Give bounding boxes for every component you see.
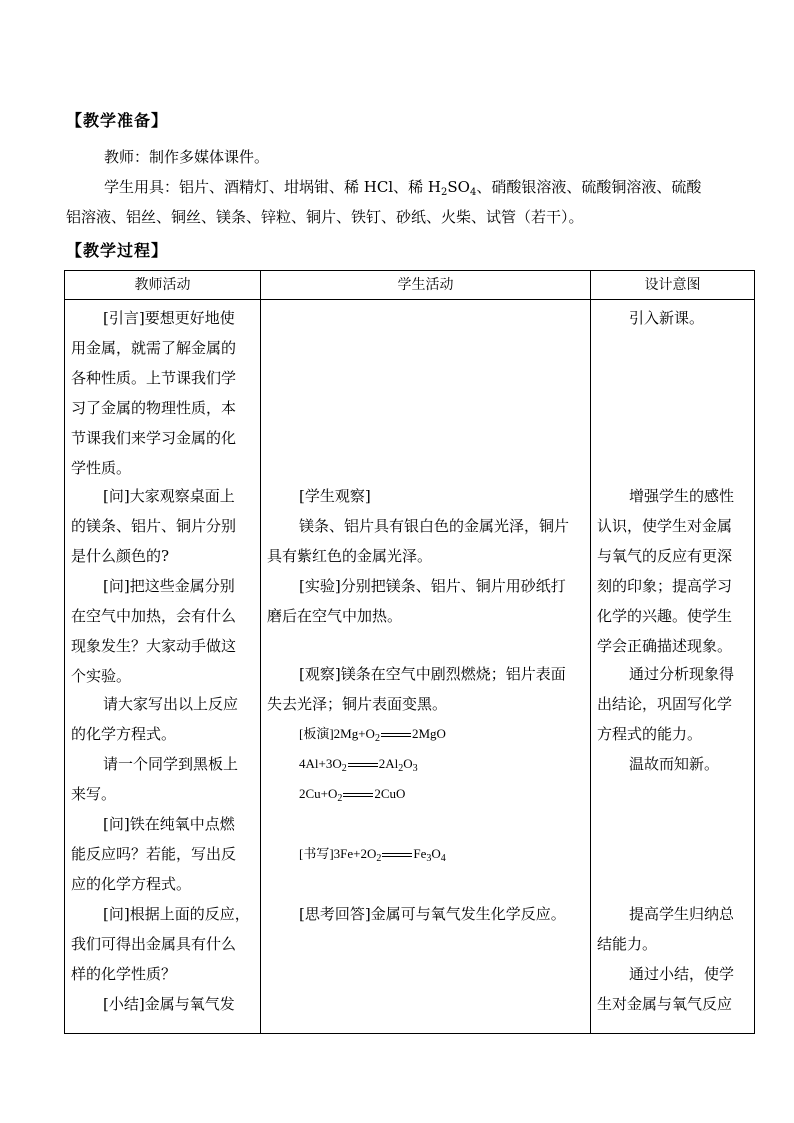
teacher-activity-cell — [65, 300, 261, 1034]
teacher-line: [问]大家观察桌面上 — [103, 487, 235, 505]
teacher-line: 样的化学性质？ — [71, 965, 177, 983]
student-line: [实验]分别把镁条、铝片、铜片用砂纸打 — [299, 577, 566, 595]
design-intent-cell — [591, 300, 755, 1034]
student-line: 具有紫红色的金属光泽。 — [267, 547, 433, 565]
student-line: 失去光泽；铜片表面变黑。 — [267, 695, 448, 713]
design-line: 生对金属与氧气反应 — [597, 995, 733, 1013]
teacher-line: [小结]金属与氧气发 — [103, 995, 235, 1013]
teacher-line: 用金属，就需了解金属的 — [71, 339, 237, 357]
teacher-line: [引言]要想更好地使 — [103, 309, 235, 327]
student-prep-line-1: 学生用具：铝片、酒精灯、坩埚钳、稀 HCl、稀 $H_2SO_4$、硝酸银溶液、硫酸铜溶液、硫酸 — [104, 178, 702, 198]
design-line: 与氧气的反应有更深 — [597, 547, 733, 565]
design-line: 引入新课。 — [629, 309, 705, 327]
column-header-design: 设计意图 — [591, 271, 755, 300]
design-line: 通过小结，使学 — [629, 965, 735, 983]
teacher-prep-line: 教师：制作多媒体课件。 — [104, 148, 270, 166]
design-line: 学会正确描述现象。 — [597, 637, 733, 655]
teacher-line: [问]铁在纯氧中点燃 — [103, 815, 235, 833]
teacher-line: 节课我们来学习金属的化 — [71, 429, 237, 447]
student-line: [学生观察] — [299, 487, 371, 505]
design-line: 认识，使学生对金属 — [597, 517, 733, 535]
column-header-student: 学生活动 — [261, 271, 591, 300]
teacher-line: 各种性质。上节课我们学 — [71, 369, 237, 387]
design-line: 刻的印象；提高学习 — [597, 577, 733, 595]
design-line: 方程式的能力。 — [597, 725, 703, 743]
teacher-line: 能反应吗？若能，写出反 — [71, 845, 237, 863]
prep-heading: 【教学准备】 — [66, 111, 169, 130]
teacher-line: 个实验。 — [71, 667, 132, 685]
teacher-line: 习了金属的物理性质，本 — [71, 399, 237, 417]
teacher-line: 是什么颜色的? — [71, 547, 170, 565]
teacher-line: 在空气中加热，会有什么 — [71, 607, 237, 625]
design-line: 温故而知新。 — [629, 755, 720, 773]
equation-mg: [板演]$2Mg+O_2$ 2MgO — [299, 726, 446, 744]
lesson-table — [64, 270, 755, 1034]
column-header-teacher: 教师活动 — [65, 271, 261, 300]
teacher-line: [问]把这些金属分别 — [103, 577, 235, 595]
table-header-row — [65, 271, 755, 300]
teacher-line: [问]根据上面的反应， — [103, 905, 250, 923]
process-heading: 【教学过程】 — [66, 241, 169, 260]
equation-fe: [书写]$3Fe+2O_2$ $Fe_3O_4$ — [299, 846, 446, 864]
equation-al: $4Al+3O_2$ $2Al_2O_3$ — [299, 756, 418, 774]
design-line: 出结论，巩固写化学 — [597, 695, 733, 713]
student-line: 镁条、铝片具有银白色的金属光泽，铜片 — [299, 517, 570, 535]
design-line: 提高学生归纳总 — [629, 905, 735, 923]
teacher-line: 我们可得出金属具有什么 — [71, 935, 237, 953]
teacher-line: 的化学方程式。 — [71, 725, 177, 743]
teacher-line: 现象发生？大家动手做这 — [71, 637, 237, 655]
teacher-line: 请一个同学到黑板上 — [103, 755, 239, 773]
design-line: 增强学生的感性 — [629, 487, 735, 505]
student-answer: [思考回答]金属可与氧气发生化学反应。 — [299, 905, 566, 923]
table-row — [65, 300, 755, 1034]
design-line: 化学的兴趣。使学生 — [597, 607, 733, 625]
teacher-line: 请大家写出以上反应 — [103, 695, 239, 713]
design-line: 结能力。 — [597, 935, 658, 953]
equation-cu: $2Cu+O_2$ 2CuO — [299, 786, 406, 804]
teacher-line: 的镁条、铝片、铜片分别 — [71, 517, 237, 535]
teacher-line: 应的化学方程式。 — [71, 875, 192, 893]
design-line: 通过分析现象得 — [629, 665, 735, 683]
student-line: [观察]镁条在空气中剧烈燃烧；铝片表面 — [299, 665, 566, 683]
student-line: 磨后在空气中加热。 — [267, 607, 403, 625]
teacher-line: 学性质。 — [71, 459, 132, 477]
teacher-line: 来写。 — [71, 785, 117, 803]
student-activity-cell — [261, 300, 591, 1034]
student-prep-line-2: 铝溶液、铝丝、铜丝、镁条、锌粒、铜片、铁钉、砂纸、火柴、试管（若干）。 — [66, 208, 584, 226]
